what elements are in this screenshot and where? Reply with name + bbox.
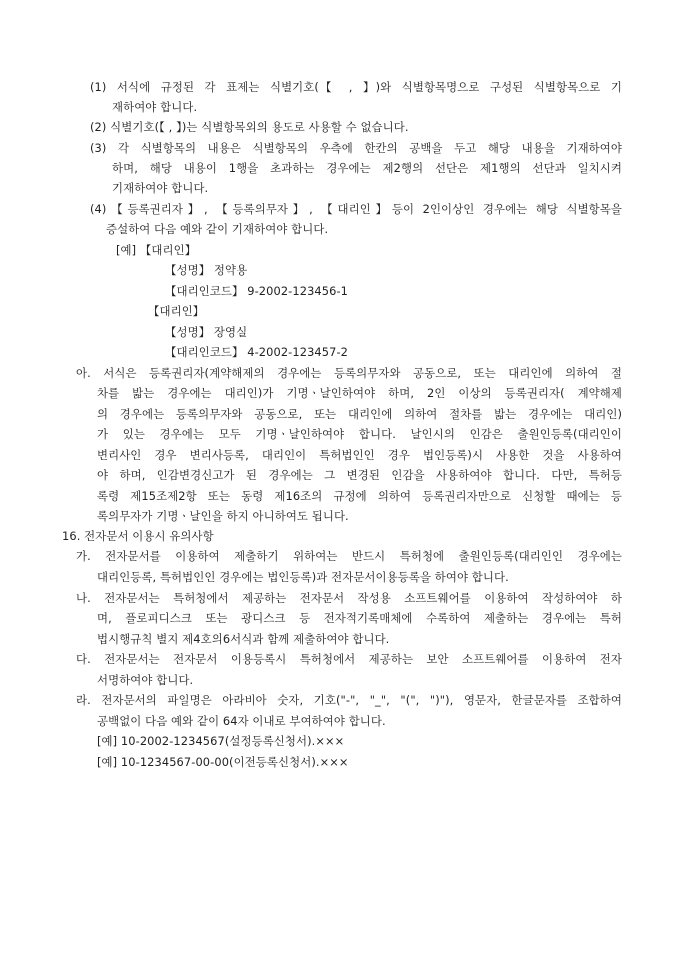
text-line: 록의무자가 기명ㆍ날인을 하지 아니하여도 됩니다. <box>97 509 349 523</box>
text-line: 아. 서식은 등록권리자(계약해제의 경우에는 등록의무자와 공동으로, 또는 대리인에 의하여 절 <box>76 366 622 380</box>
text-line: 록령 제15조제2항 또는 동령 제16조의 규정에 의하여 등록권리자만으로 신청할 때에는 등 <box>97 489 622 503</box>
text-line: 재하여야 합니다. <box>112 100 198 114</box>
text-line: 야 하며, 인감변경신고가 된 경우에는 그 변경된 인감을 사용하여야 합니다. 다만, 특허등 <box>97 468 622 482</box>
example-line: 【성명】 정약용 <box>165 263 248 277</box>
example-line: [예] 10-2002-1234567(설정등록신청서).××× <box>97 734 345 748</box>
text-line: 대리인등록, 특허법인인 경우에는 법인등록)과 전자문서이용등록을 하여야 합니다. <box>97 570 509 584</box>
text-line: 변리사인 경우 변리사등록, 대리인이 특허법인인 경우 법인등록)시 사용한 것을 사용하여 <box>97 448 622 462</box>
example-line: 【대리인코드】 9-2002-123456-1 <box>165 284 349 298</box>
text-line: 기재하여야 합니다. <box>112 181 209 195</box>
text-line: (1) 서식에 규정된 각 표제는 식별기호(【 , 】)와 식별항목명으로 구성된 식별항목으로 기 <box>90 80 622 94</box>
text-line: (4)【등록권리자】, 【등록의무자】, 【대리인】등이 2인이상인 경우에는 해당 식별항목을 <box>90 202 622 216</box>
example-line: [예] 10-1234567-00-00(이전등록신청서).××× <box>97 755 349 769</box>
text-line: 공백없이 다음 예와 같이 64자 이내로 부여하여야 합니다. <box>97 714 386 728</box>
text-line: 다. 전자문서는 전자문서 이용등록시 특허청에서 제공하는 보안 소프트웨어를 이용하여 전자 <box>76 652 622 666</box>
text-line: 서명하여야 합니다. <box>97 673 194 687</box>
text-line: 차를 밟는 경우에는 대리인)가 기명ㆍ날인하여야 하며, 2인 이상의 등록권리자( 계약해제 <box>97 386 622 400</box>
text-line: 가. 전자문서를 이용하여 제출하기 위하여는 반드시 특허청에 출원인등록(대리인인 경우에는 <box>76 549 622 563</box>
text-line: 의 경우에는 등록의무자와 공동으로, 또는 대리인에 의하여 절차를 밟는 경우에는 대리인) <box>97 407 622 421</box>
example-line: 【대리인코드】 4-2002-123457-2 <box>165 345 349 359</box>
text-line: 증설하여 다음 예와 같이 기재하여야 합니다. <box>106 222 329 236</box>
text-line: 가 있는 경우에는 모두 기명ㆍ날인하여야 합니다. 날인시의 인감은 출원인등록(대리인이 <box>97 427 622 441</box>
text-line: 하며, 해당 내용이 1행을 초과하는 경우에는 제2행의 선단은 제1행의 선단과 일치시켜 <box>112 161 622 175</box>
example-line: 【성명】 장영실 <box>165 325 248 339</box>
section-heading: 16. 전자문서 이용시 유의사항 <box>62 529 214 543</box>
text-line: (3) 각 식별항목의 내용은 식별항목의 우측에 한칸의 공백을 두고 해당 내용을 기재하여야 <box>90 141 622 155</box>
example-line: [예] 【대리인】 <box>116 243 197 257</box>
example-line: 【대리인】 <box>148 304 205 318</box>
text-line: (2) 식별기호(【 , 】)는 식별항목외의 용도로 사용할 수 없습니다. <box>90 120 409 134</box>
text-line: 법시행규칙 별지 제4호의6서식과 함께 제출하여야 합니다. <box>97 632 390 646</box>
text-line: 나. 전자문서는 특허청에서 제공하는 전자문서 작성용 소프트웨어를 이용하여 작성하여야 하 <box>76 591 622 605</box>
text-line: 며, 플로피디스크 또는 광디스크 등 전자적기록매체에 수록하여 제출하는 경우에는 특허 <box>97 611 622 625</box>
text-line: 라. 전자문서의 파일명은 아라비아 숫자, 기호("-", "_", "(", ")"), 영문자, 한글문자를 조합하여 <box>76 693 622 707</box>
